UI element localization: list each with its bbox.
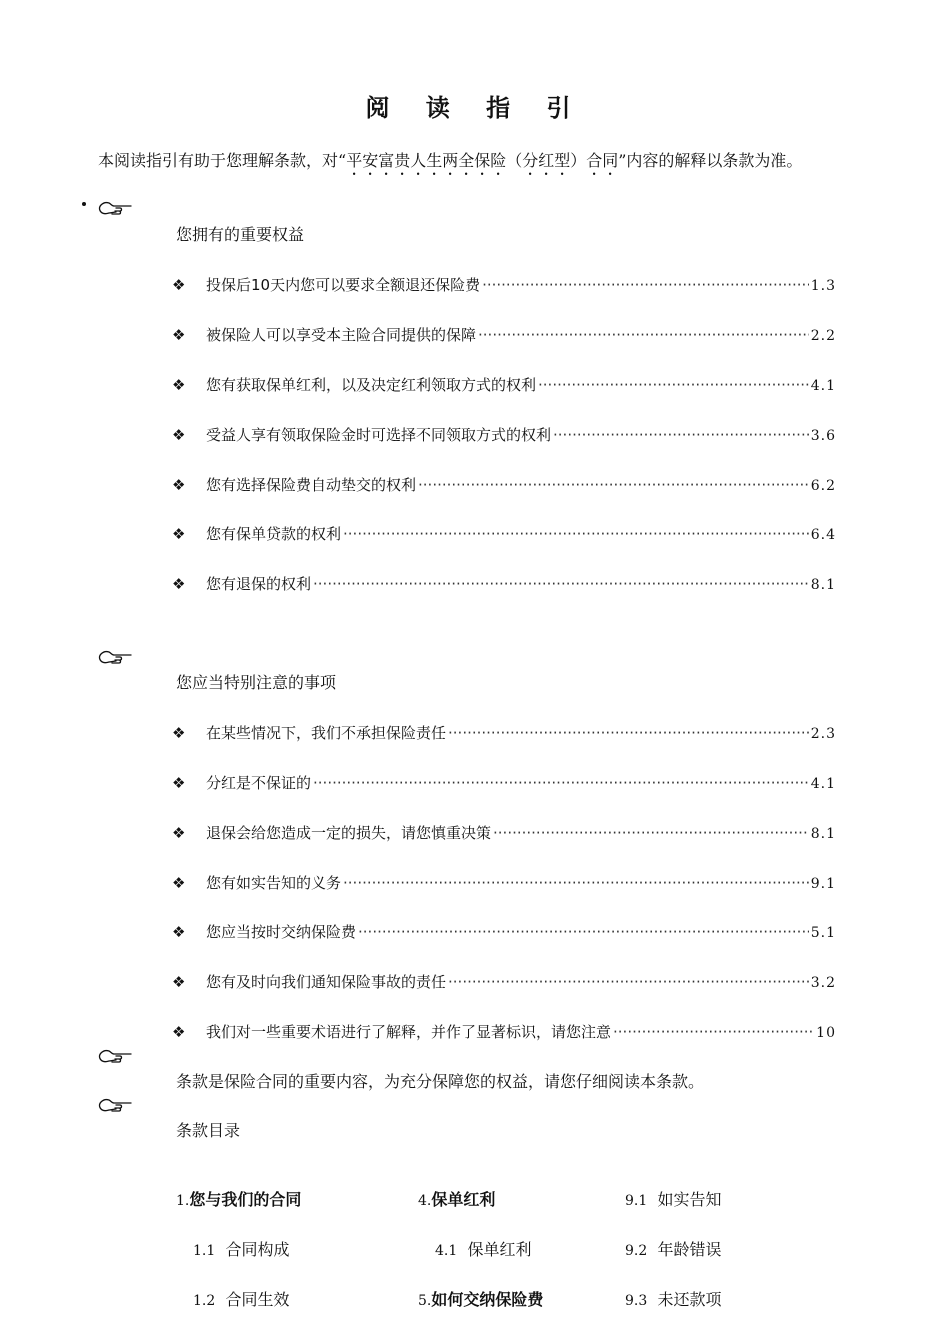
dot-leader xyxy=(448,973,809,991)
notices-item-text: 退保会给您造成一定的损失，请您慎重决策 xyxy=(206,824,492,842)
rights-heading: 您拥有的重要权益 xyxy=(176,225,305,244)
pointing-hand-icon xyxy=(98,1096,132,1114)
clause-ref: 1.3 xyxy=(810,278,836,294)
dot-leader xyxy=(613,1023,814,1041)
rights-item-text: 投保后10天内您可以要求全额退还保险费 xyxy=(206,276,481,294)
toc-label: 合同生效 xyxy=(225,1290,290,1309)
notices-heading: 您应当特别注意的事项 xyxy=(176,673,337,692)
diamond-bullet-icon: ❖ xyxy=(172,1023,186,1041)
diamond-bullet-icon: ❖ xyxy=(172,724,186,742)
rights-item xyxy=(172,573,836,594)
toc-label: 如实告知 xyxy=(657,1190,722,1209)
dot-leader xyxy=(343,525,809,543)
dot-leader xyxy=(482,276,809,294)
dot-leader xyxy=(313,774,809,792)
toc-entry[interactable] xyxy=(625,1237,721,1260)
dot-leader xyxy=(343,874,809,892)
diamond-bullet-icon: ❖ xyxy=(172,774,186,792)
clause-ref: 8.1 xyxy=(810,826,836,842)
diamond-bullet-icon: ❖ xyxy=(172,824,186,842)
diamond-bullet-icon: ❖ xyxy=(172,525,186,543)
pointing-hand-icon xyxy=(98,1047,132,1065)
diamond-bullet-icon: ❖ xyxy=(172,874,186,892)
toc-heading: 条款目录 xyxy=(176,1121,241,1140)
pointing-hand-icon xyxy=(98,648,132,666)
toc-label: 您与我们的合同 xyxy=(189,1190,302,1209)
intro-prefix: 本阅读指引有助于您理解条款，对 xyxy=(98,151,339,170)
diamond-bullet-icon: ❖ xyxy=(172,476,186,494)
clause-ref: 4.1 xyxy=(810,378,836,394)
rights-item-text: 您有退保的权利 xyxy=(206,575,312,593)
notices-item xyxy=(172,722,836,743)
rights-item xyxy=(172,474,836,495)
clause-ref: 2.3 xyxy=(810,726,836,742)
toc-number: 4.1 xyxy=(435,1243,458,1259)
notices-item xyxy=(172,822,836,843)
notices-item-text: 您有如实告知的义务 xyxy=(206,874,342,892)
toc-entry[interactable] xyxy=(193,1237,289,1260)
dot-leader xyxy=(448,724,809,742)
toc-entry[interactable] xyxy=(435,1237,531,1260)
notices-item xyxy=(172,971,836,992)
dot-leader xyxy=(313,575,809,593)
toc-entry[interactable] xyxy=(418,1187,495,1210)
notices-item-text: 您应当按时交纳保险费 xyxy=(206,923,357,941)
dot-leader xyxy=(418,476,809,494)
clause-ref: 3.2 xyxy=(810,975,836,991)
toc-label: 合同构成 xyxy=(225,1240,290,1259)
toc-entry[interactable] xyxy=(193,1287,289,1310)
toc-number: 9.1 xyxy=(625,1193,648,1209)
notices-item xyxy=(172,872,836,893)
clause-ref: 5.1 xyxy=(810,925,836,941)
clause-ref: 2.2 xyxy=(810,328,836,344)
toc-label: 如何交纳保险费 xyxy=(431,1290,544,1309)
dot-leader xyxy=(478,326,809,344)
toc-label: 保单红利 xyxy=(431,1190,496,1209)
clause-ref: 8.1 xyxy=(810,577,836,593)
clause-ref: 6.2 xyxy=(810,478,836,494)
diamond-bullet-icon: ❖ xyxy=(172,276,186,294)
dot-leader xyxy=(553,426,809,444)
toc-label: 年龄错误 xyxy=(657,1240,722,1259)
toc-label: 保单红利 xyxy=(467,1240,532,1259)
page-title: 阅 读 指 引 xyxy=(365,93,585,122)
toc-number: 4. xyxy=(418,1193,432,1209)
decorative-dot xyxy=(82,202,86,206)
rights-item-text: 您有获取保单红利，以及决定红利领取方式的权利 xyxy=(206,376,537,394)
dot-leader xyxy=(358,923,809,941)
diamond-bullet-icon: ❖ xyxy=(172,376,186,394)
diamond-bullet-icon: ❖ xyxy=(172,973,186,991)
toc-entry[interactable] xyxy=(418,1287,543,1310)
notices-item xyxy=(172,772,836,793)
clause-ref: 9.1 xyxy=(810,876,836,892)
toc-entry[interactable] xyxy=(625,1287,721,1310)
rights-item xyxy=(172,424,836,445)
rights-item xyxy=(172,274,836,295)
intro-paragraph xyxy=(98,148,802,179)
clause-ref: 6.4 xyxy=(810,527,836,543)
notices-item xyxy=(172,921,836,942)
rights-item-text: 被保险人可以享受本主险合同提供的保障 xyxy=(206,326,477,344)
rights-item xyxy=(172,324,836,345)
notices-item-text: 我们对一些重要术语进行了解释，并作了显著标识，请您注意 xyxy=(206,1023,612,1041)
important-note: 条款是保险合同的重要内容，为充分保障您的权益，请您仔细阅读本条款。 xyxy=(176,1072,705,1091)
toc-number: 5. xyxy=(418,1293,432,1309)
rights-item xyxy=(172,523,836,544)
toc-entry[interactable] xyxy=(625,1187,721,1210)
dot-leader xyxy=(538,376,809,394)
dot-leader xyxy=(493,824,809,842)
pointing-hand-icon xyxy=(98,199,132,217)
diamond-bullet-icon: ❖ xyxy=(172,923,186,941)
intro-emphasis: “平安富贵人生两全保险（分红型）合同” xyxy=(338,151,627,170)
notices-item-text: 您有及时向我们通知保险事故的责任 xyxy=(206,973,447,991)
clause-ref: 4.1 xyxy=(810,776,836,792)
rights-item xyxy=(172,374,836,395)
clause-ref: 3.6 xyxy=(810,428,836,444)
toc-entry[interactable] xyxy=(176,1187,301,1210)
clause-ref: 10 xyxy=(816,1025,836,1041)
toc-number: 1. xyxy=(176,1193,190,1209)
intro-suffix: 内容的解释以条款为准。 xyxy=(626,151,803,170)
rights-item-text: 受益人享有领取保险金时可选择不同领取方式的权利 xyxy=(206,426,552,444)
toc-number: 1.1 xyxy=(193,1243,216,1259)
diamond-bullet-icon: ❖ xyxy=(172,326,186,344)
toc-number: 9.2 xyxy=(625,1243,648,1259)
rights-item-text: 您有保单贷款的权利 xyxy=(206,525,342,543)
diamond-bullet-icon: ❖ xyxy=(172,426,186,444)
toc-label: 未还款项 xyxy=(657,1290,722,1309)
rights-item-text: 您有选择保险费自动垫交的权利 xyxy=(206,476,417,494)
notices-item-text: 在某些情况下，我们不承担保险责任 xyxy=(206,724,447,742)
notices-item-text: 分红是不保证的 xyxy=(206,774,312,792)
diamond-bullet-icon: ❖ xyxy=(172,575,186,593)
notices-item xyxy=(172,1021,836,1042)
toc-number: 1.2 xyxy=(193,1293,216,1309)
toc-number: 9.3 xyxy=(625,1293,648,1309)
